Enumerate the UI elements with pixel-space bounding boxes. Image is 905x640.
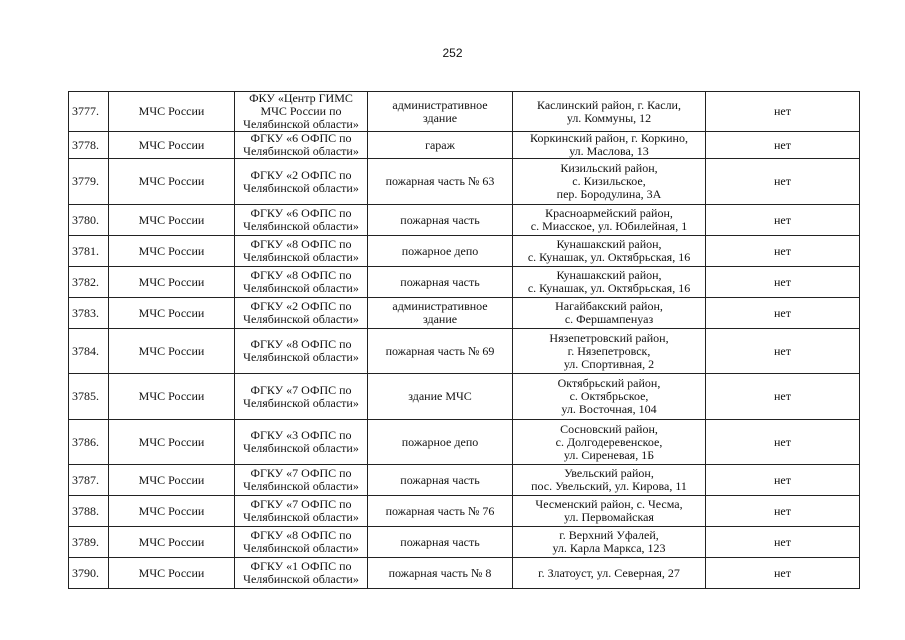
registry-table	[68, 91, 860, 589]
holder-cell-line: ФГКУ «7 ОФПС по	[250, 382, 352, 397]
holder-cell-line: Челябинской области»	[243, 395, 359, 410]
holder-cell-line: ФГКУ «1 ОФПС по	[250, 559, 352, 573]
holder-cell-line: ФГКУ «6 ОФПС по	[250, 206, 352, 220]
holder-cell	[235, 298, 368, 329]
holder-cell-line: Челябинской области»	[243, 281, 359, 295]
holder-cell-line: Челябинской области»	[243, 219, 359, 233]
address-cell-line: ул. Сиреневая, 1Б	[563, 447, 655, 462]
address-cell	[513, 159, 706, 205]
address-cell-line: г. Верхний Уфалей,	[559, 528, 659, 542]
holder-cell-line: ФГКУ «3 ОФПС по	[250, 428, 352, 442]
holder-cell	[235, 374, 368, 420]
row-number-cell: 3786.	[69, 420, 109, 465]
address-cell-line: с. Миасское, ул. Юбилейная, 1	[530, 219, 688, 233]
address-cell-line: ул. Маслова, 13	[569, 144, 649, 158]
row-number-cell: 3784.	[69, 329, 109, 374]
row-number-cell: 3785.	[69, 374, 109, 420]
authority-cell: МЧС России	[109, 159, 235, 205]
address-cell	[513, 374, 706, 420]
object-cell	[368, 298, 513, 329]
object-cell-line: пожарная часть	[400, 472, 480, 487]
object-cell	[368, 527, 513, 558]
row-number-cell: 3783.	[69, 298, 109, 329]
authority-cell: МЧС России	[109, 267, 235, 298]
address-cell	[513, 132, 706, 159]
object-cell	[368, 267, 513, 298]
authority-cell: МЧС России	[109, 205, 235, 236]
object-cell	[368, 496, 513, 527]
row-number-cell: 3779.	[69, 159, 109, 205]
object-cell-line: здание МЧС	[408, 389, 472, 403]
address-cell-line: ул. Спортивная, 2	[563, 356, 655, 371]
object-cell-line: административное	[392, 299, 488, 313]
address-cell-line: Нагайбакский район,	[555, 299, 663, 313]
status-cell: нет	[706, 236, 860, 267]
address-cell	[513, 205, 706, 236]
address-cell-line: Кизильский район,	[560, 161, 658, 175]
object-cell-line: гараж	[425, 137, 455, 152]
row-number-cell: 3777.	[69, 92, 109, 132]
authority-cell: МЧС России	[109, 132, 235, 159]
status-cell: нет	[706, 159, 860, 205]
holder-cell-line: МЧС России по	[260, 104, 342, 118]
holder-cell-line: ФГКУ «6 ОФПС по	[250, 131, 352, 145]
object-cell-line: пожарное депо	[401, 434, 479, 449]
status-cell: нет	[706, 92, 860, 132]
authority-cell: МЧС России	[109, 236, 235, 267]
holder-cell-line: Челябинской области»	[243, 541, 359, 555]
object-cell-line: административное	[392, 97, 488, 112]
authority-cell: МЧС России	[109, 298, 235, 329]
holder-cell-line: ФГКУ «8 ОФПС по	[250, 268, 352, 282]
holder-cell-line: Челябинской области»	[243, 250, 359, 264]
address-cell-line: с. Кизильское,	[572, 174, 646, 188]
table-body	[69, 92, 860, 589]
table-row	[69, 329, 860, 374]
object-cell	[368, 374, 513, 420]
address-cell	[513, 465, 706, 496]
address-cell	[513, 496, 706, 527]
address-cell-line: г. Златоуст, ул. Северная, 27	[538, 565, 680, 580]
address-cell-line: пер. Бородулина, 3А	[556, 187, 662, 201]
table-row	[69, 374, 860, 420]
holder-cell-line: Челябинской области»	[243, 510, 359, 524]
address-cell-line: ул. Восточная, 104	[561, 402, 657, 416]
address-cell-line: Чесменский район, с. Чесма,	[535, 497, 683, 511]
status-cell: нет	[706, 465, 860, 496]
row-number-cell: 3782.	[69, 267, 109, 298]
status-cell: нет	[706, 558, 860, 589]
address-cell	[513, 558, 706, 589]
holder-cell	[235, 420, 368, 465]
holder-cell-line: Челябинской области»	[243, 312, 359, 326]
address-cell-line: с. Долгодеревенское,	[555, 434, 663, 449]
table-row	[69, 558, 860, 589]
object-cell-line: пожарная часть № 63	[385, 174, 495, 188]
holder-cell-line: ФГКУ «8 ОФПС по	[250, 528, 352, 542]
address-cell-line: Коркинский район, г. Коркино,	[530, 131, 688, 145]
row-number-cell: 3790.	[69, 558, 109, 589]
address-cell	[513, 267, 706, 298]
object-cell-line: пожарная часть	[400, 212, 480, 227]
holder-cell-line: ФГКУ «8 ОФПС по	[250, 337, 352, 351]
table-row	[69, 496, 860, 527]
address-cell-line: ул. Карла Маркса, 123	[552, 541, 666, 555]
address-cell	[513, 420, 706, 465]
object-cell	[368, 420, 513, 465]
address-cell-line: с. Кунашак, ул. Октябрьская, 16	[527, 250, 691, 264]
holder-cell-line: ФКУ «Центр ГИМС	[249, 91, 353, 105]
row-number-cell: 3789.	[69, 527, 109, 558]
status-cell: нет	[706, 527, 860, 558]
address-cell	[513, 298, 706, 329]
status-cell: нет	[706, 132, 860, 159]
row-number-cell: 3781.	[69, 236, 109, 267]
authority-cell: МЧС России	[109, 558, 235, 589]
address-cell-line: пос. Увельский, ул. Кирова, 11	[531, 479, 687, 493]
status-cell: нет	[706, 329, 860, 374]
holder-cell-line: ФГКУ «2 ОФПС по	[250, 167, 352, 182]
address-cell	[513, 92, 706, 132]
holder-cell-line: Челябинской области»	[243, 479, 359, 493]
authority-cell: МЧС России	[109, 496, 235, 527]
table-row	[69, 465, 860, 496]
object-cell-line: пожарная часть № 69	[385, 343, 495, 358]
holder-cell	[235, 527, 368, 558]
holder-cell-line: ФГКУ «2 ОФПС по	[250, 299, 352, 313]
page-number: 252	[442, 46, 463, 60]
address-cell	[513, 527, 706, 558]
address-cell	[513, 236, 706, 267]
object-cell	[368, 205, 513, 236]
holder-cell-line: ФГКУ «7 ОФПС по	[250, 497, 352, 511]
address-cell-line: ул. Первомайская	[564, 510, 654, 524]
address-cell	[513, 329, 706, 374]
row-number-cell: 3787.	[69, 465, 109, 496]
holder-cell	[235, 496, 368, 527]
row-number-cell: 3788.	[69, 496, 109, 527]
authority-cell: МЧС России	[109, 329, 235, 374]
address-cell-line: Октябрьский район,	[557, 376, 661, 390]
status-cell: нет	[706, 298, 860, 329]
table-row	[69, 267, 860, 298]
table-row	[69, 236, 860, 267]
authority-cell: МЧС России	[109, 527, 235, 558]
holder-cell	[235, 558, 368, 589]
address-cell-line: Каслинский район, г. Касли,	[537, 97, 681, 112]
object-cell	[368, 329, 513, 374]
holder-cell-line: Челябинской области»	[243, 572, 359, 586]
holder-cell-line: Челябинской области»	[243, 350, 359, 364]
table-row	[69, 159, 860, 205]
object-cell-line: пожарная часть № 8	[388, 565, 492, 580]
object-cell	[368, 558, 513, 589]
row-number-cell: 3778.	[69, 132, 109, 159]
address-cell-line: Красноармейский район,	[545, 206, 673, 220]
address-cell-line: Кунашакский район,	[556, 237, 662, 251]
holder-cell	[235, 329, 368, 374]
address-cell-line: Увельский район,	[564, 466, 654, 480]
table-row	[69, 205, 860, 236]
holder-cell	[235, 267, 368, 298]
object-cell-line: пожарная часть	[400, 274, 480, 289]
table-row	[69, 420, 860, 465]
object-cell	[368, 465, 513, 496]
holder-cell	[235, 132, 368, 159]
object-cell-line: здание	[422, 312, 458, 326]
address-cell-line: Кунашакский район,	[556, 268, 662, 282]
holder-cell	[235, 159, 368, 205]
holder-cell-line: ФГКУ «8 ОФПС по	[250, 237, 352, 251]
authority-cell: МЧС России	[109, 92, 235, 132]
table-row	[69, 298, 860, 329]
address-cell-line: с. Октябрьское,	[569, 389, 649, 403]
status-cell: нет	[706, 205, 860, 236]
table-row	[69, 132, 860, 159]
object-cell-line: здание	[422, 110, 458, 125]
object-cell-line: пожарное депо	[401, 243, 479, 258]
authority-cell: МЧС России	[109, 374, 235, 420]
object-cell-line: пожарная часть	[400, 534, 480, 549]
holder-cell-line: Челябинской области»	[243, 180, 359, 195]
holder-cell-line: Челябинской области»	[243, 144, 359, 158]
authority-cell: МЧС России	[109, 420, 235, 465]
address-cell-line: Сосновский район,	[560, 421, 658, 436]
object-cell	[368, 236, 513, 267]
address-cell-line: г. Нязепетровск,	[567, 343, 651, 358]
object-cell	[368, 132, 513, 159]
address-cell-line: с. Кунашак, ул. Октябрьская, 16	[527, 281, 691, 295]
address-cell-line: ул. Коммуны, 12	[566, 110, 652, 125]
status-cell: нет	[706, 496, 860, 527]
object-cell	[368, 92, 513, 132]
holder-cell	[235, 205, 368, 236]
table-row	[69, 527, 860, 558]
holder-cell	[235, 465, 368, 496]
status-cell: нет	[706, 420, 860, 465]
authority-cell: МЧС России	[109, 465, 235, 496]
holder-cell	[235, 92, 368, 132]
address-cell-line: Нязепетровский район,	[549, 330, 669, 345]
row-number-cell: 3780.	[69, 205, 109, 236]
table-row	[69, 92, 860, 132]
holder-cell-line: Челябинской области»	[243, 441, 359, 455]
holder-cell-line: Челябинской области»	[243, 117, 359, 131]
holder-cell-line: ФГКУ «7 ОФПС по	[250, 466, 352, 480]
holder-cell	[235, 236, 368, 267]
status-cell: нет	[706, 374, 860, 420]
object-cell-line: пожарная часть № 76	[385, 503, 495, 518]
address-cell-line: с. Фершампенуаз	[564, 312, 654, 326]
object-cell	[368, 159, 513, 205]
status-cell: нет	[706, 267, 860, 298]
